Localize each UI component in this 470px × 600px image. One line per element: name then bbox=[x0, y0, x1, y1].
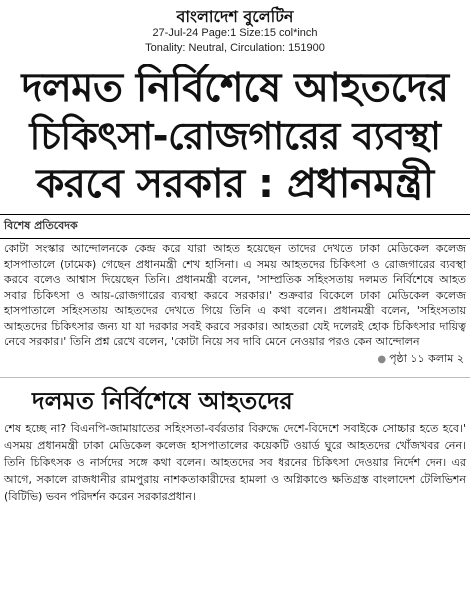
byline: বিশেষ প্রতিবেদক bbox=[0, 214, 470, 239]
article-headline bbox=[4, 64, 466, 208]
bullet-icon: ● bbox=[377, 353, 387, 365]
continued-page-ref: পৃষ্ঠা ১১ কলাম ২ bbox=[389, 351, 464, 365]
headline-line-2: চিকিৎসা-রোজগারের ব্যবস্থা bbox=[29, 114, 441, 158]
headline-line-3: করবে সরকার : প্রধানমন্ত্রী bbox=[36, 161, 434, 207]
clipping-date-line: 27-Jul-24 Page:1 Size:15 col*inch bbox=[152, 27, 318, 39]
masthead bbox=[0, 0, 470, 56]
section-divider bbox=[0, 377, 470, 378]
headline-line-1: দলমত নির্বিশেষে আহতদের bbox=[21, 65, 449, 111]
newspaper-name: বাংলাদেশ বুলেটিন bbox=[176, 7, 294, 26]
clipping-tonality-line: Tonality: Neutral, Circulation: 151900 bbox=[145, 42, 325, 54]
continued-on-marker bbox=[0, 350, 470, 369]
continuation-subhead: দলমত নির্বিশেষে আহতদের bbox=[32, 386, 293, 415]
article-body: কোটা সংস্কার আন্দোলনকে কেন্দ্র করে যারা আহত হয়েছেন তাদের দেখতে ঢাকা মেডিকেল কলেজ হাসপাতালে (ঢামেক) গেছেন প্রধানমন্ত্রী শেখ হাসিনা। এ সময় আহতদের চিকিৎসা ও রোজগারের ব্যবস্থা করবে বলেও আশ্বাস দিয়েছেন তিনি। প্রধানমন্ত্রী বলেন, 'সাম্প্রতিক সহিংসতায় দলমত নির্বিশেষে আহত সবার চিকিৎসা ও আয়-রোজগারের ব্যবস্থা করবে সরকার।' শুক্রবার বিকেলে ঢাকা মেডিকেল কলেজ হাসপাতালে সহিংসতায় আহতদের দেখতে গিয়ে তিনি এ কথা বলেন। প্রধানমন্ত্রী বলেন, 'সহিংসতায় আহতদের চিকিৎসার জন্য যা যা দরকার সবই করবে সরকার। আহতরা যেই দলেরই হোক চিকিৎসার দায়িত্ব নেবে সরকার।' তিনি প্রশ্ন রেখে বলেন, 'কোটা নিয়ে সব দাবি মেনে নেওয়ার পরও কেন আন্দোলন bbox=[4, 242, 466, 348]
continuation-body: শেষ হচ্ছে না? বিএনপি-জামায়াতের সহিংসতা-বর্বরতার বিরুদ্ধে দেশে-বিদেশে সবাইকে সোচ্চার হতে হবে।' এসময় প্রধানমন্ত্রী ঢাকা মেডিকেল কলেজ হাসপাতালের কয়েকটি ওয়ার্ড ঘুরে আহতদের খোঁজখবর নেন। তিনি চিকিৎসক ও নার্সদের সঙ্গে কথা বলেন। আহতদের সব ধরনের চিকিৎসা দেওয়ার নির্দেশ দেন। এর আগে, সকালে রাজধানীর রামপুরায় নাশকতাকারীদের হামলা ও অগ্নিকাণ্ডে ক্ষতিগ্রস্ত বাংলাদেশ টেলিভিশন (বিটিভি) ভবন পরিদর্শন করেন সরকারপ্রধান। bbox=[4, 421, 466, 503]
